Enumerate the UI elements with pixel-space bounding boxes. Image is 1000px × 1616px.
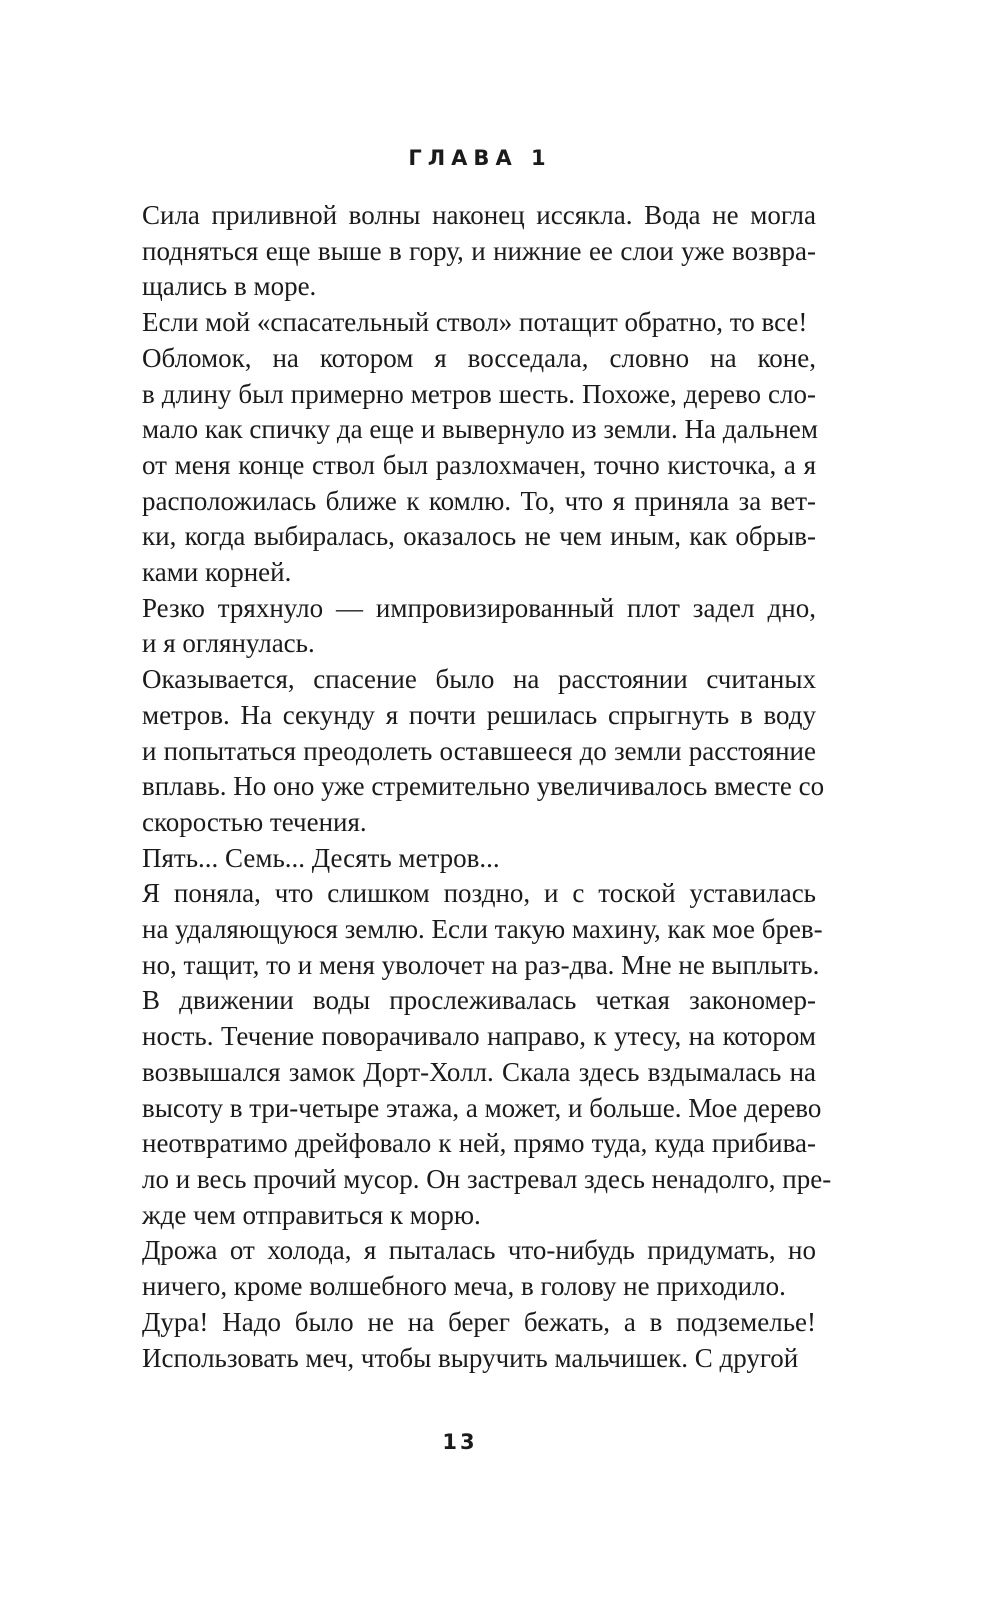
text-line: Пять... Семь... Десять метров... — [142, 842, 500, 873]
text-line: подняться еще выше в гору, и нижние ее слои уже возвра- — [142, 235, 816, 266]
paragraph — [104, 662, 825, 841]
text-line: Дура! Надо было не на берег бежать, а в подземелье! — [142, 1306, 816, 1337]
text-line: мало как спичку да еще и вывернуло из земли. На дальнем — [142, 414, 819, 445]
text-line: ки, когда выбиралась, оказалось не чем иным, как обрыв- — [142, 521, 816, 552]
paragraph — [104, 983, 832, 1233]
paragraph — [104, 305, 816, 341]
text-line: и я оглянулась. — [142, 628, 315, 659]
text-line: ность. Течение поворачивало направо, к утесу, на котором — [142, 1021, 816, 1052]
text-line: и попытаться преодолеть оставшееся до земли расстояние — [142, 735, 816, 766]
chapter-text — [104, 198, 832, 1376]
text-line: жде чем отправиться к морю. — [142, 1199, 481, 1230]
text-line: Дрожа от холода, я пыталась что-нибудь придумать, но — [142, 1235, 816, 1266]
text-line: вплавь. Но оно уже стремительно увеличивалось вместе со — [142, 771, 825, 802]
page-number: 13 — [442, 1430, 478, 1454]
paragraph — [104, 1233, 816, 1304]
paragraph — [104, 876, 823, 983]
text-line: щались в море. — [142, 271, 317, 302]
chapter-heading: ГЛАВА 1 — [408, 146, 552, 170]
text-line: на удаляющуюся землю. Если такую махину, как мое брев- — [142, 914, 823, 945]
text-line: Сила приливной волны наконец иссякла. Вода не могла — [142, 200, 816, 230]
text-line: ничего, кроме волшебного меча, в голову не приходило. — [142, 1271, 786, 1302]
text-line: высоту в три-четыре этажа, а может, и больше. Мое дерево — [142, 1092, 822, 1123]
paragraph — [104, 341, 819, 591]
text-line: ками корней. — [142, 557, 292, 588]
text-line: Резко тряхнуло — импровизированный плот задел дно, — [142, 592, 816, 623]
text-line: расположилась ближе к комлю. То, что я приняла за вет- — [142, 485, 816, 516]
text-line: Я поняла, что слишком поздно, и с тоской уставилась — [142, 878, 816, 909]
text-line: метров. На секунду я почти решилась спрыгнуть в воду — [142, 699, 816, 730]
text-line: Использовать меч, чтобы выручить мальчишек. С другой — [142, 1342, 799, 1373]
paragraph — [104, 198, 816, 305]
text-line: неотвратимо дрейфовало к ней, прямо туда, куда прибива- — [142, 1128, 816, 1159]
text-line: Оказывается, спасение было на расстоянии считаных — [142, 664, 816, 695]
text-line: в длину был примерно метров шесть. Похоже, дерево сло- — [142, 378, 816, 409]
text-line: В движении воды прослеживалась четкая закономер- — [142, 985, 816, 1016]
text-line: Обломок, на котором я восседала, словно на коне, — [142, 342, 816, 373]
paragraph — [104, 841, 816, 877]
text-line: Если мой «спасательный ствол» потащит обратно, то все! — [142, 307, 808, 338]
paragraph — [104, 1305, 816, 1376]
paragraph — [104, 591, 816, 662]
text-line: но, тащит, то и меня уволочет на раз-два. Мне не выплыть. — [142, 949, 820, 980]
text-line: от меня конце ствол был разлохмачен, точно кисточка, а я — [142, 449, 816, 480]
text-line: скоростью течения. — [142, 806, 367, 837]
text-line: ло и весь прочий мусор. Он застревал здесь ненадолго, пре- — [142, 1163, 832, 1194]
text-line: возвышался замок Дорт-Холл. Скала здесь вздымалась на — [142, 1056, 816, 1087]
